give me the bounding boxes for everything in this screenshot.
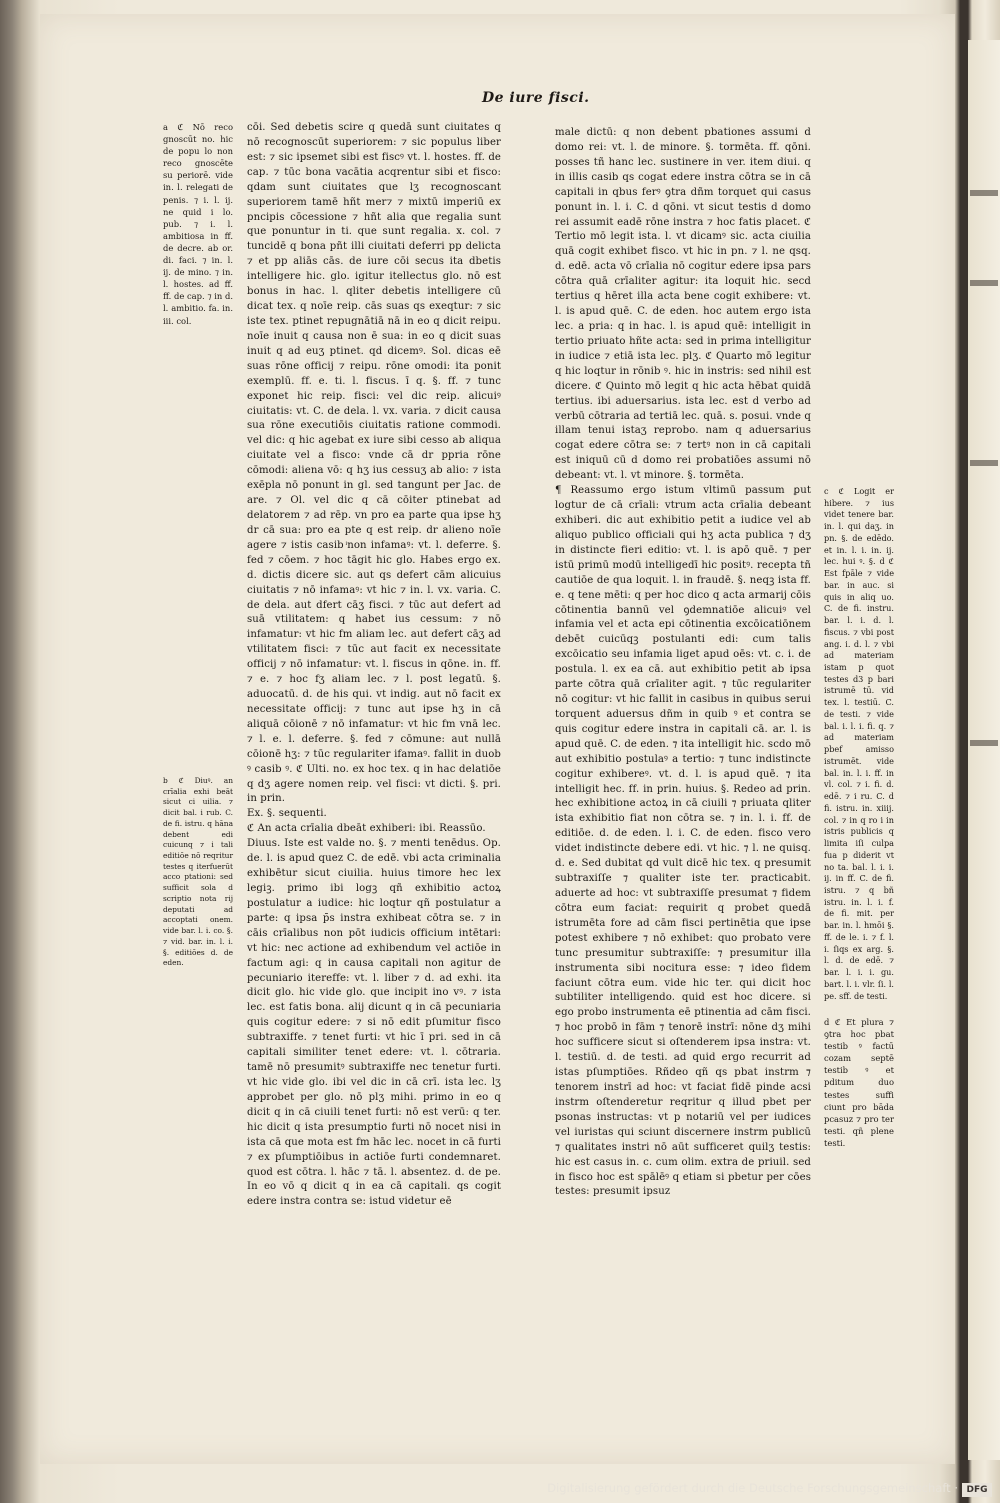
marginal-gloss-c: c ℭ Logit er hibere. ⁊ ius videt tenere bar. in. l. qui daʒ. in pn. §. de edēdo. et in. l. i. in. ij. lec. hui ꝰ. §. d ℭ Est fpāle ⁊ vide bar. in auc. si quis in aliq uo. C. de fi. instru. bar. l. i. d. l. fiscus. ⁊ vbi post ang. i. d. l. ⁊ vbi ad materiam istam p quot testes d3 p bari istrumē tū. vid tex. l. testiū. C. de testi. ⁊ vide bal. i. l. i. fi. q. ⁊ ad materiam pbef amisso istrumēt. vide bal. in. l. i. ff. in vl. col. ⁊ i. fi. d. edē. ⁊ i ru. C. d fi. istru. in. xiiij. col. ⁊ in q ro i in istris publicis q limita iſi culpa fua p diderit vt no ta. bal. l. i. i. ij. in ff. C. de fi. istru. ⁊ q bñ istru. in. l. i. f. de fi. mit. per bar. in. l. hmōi §. ff. de le. i. ⁊ f. l. i. ſiqs ex arg. §. l. d. de edē. ⁊ bar. l. i. i. gu. bart. l. i. vlr. ſi. l. pe. sff. de testi. [824,486,894,1001]
marginal-gloss-b: b ℭ Diuꝰ. an crīalia exhi beāt sicut ci uilia. ⁊ dicit bal. i rub. C. de fi. istru. q hāna debent edi cuicunq ⁊ i tali editiōe nō reqritur testes q iterfuerūt acco ptationi: sed sufficit sola d scriptio nota rij deputati ad accoptati onem. vide bar. l. i. co. §. ⁊ vid. bar. in. l. i. §. editiōes d. de eden. [163,776,233,968]
next-page-text-fragment [970,280,998,286]
running-head: De iure fisci. [482,90,590,106]
funding-credit: Digitalisierung gefördert durch die Deutsche Forschungsgemeinschaft · [547,1481,958,1495]
right-text-column: male dictū: q non debent pbationes assumi d domo rei: vt. l. de minore. §. tormēta. ff. qōni. posses tñ hanc lec. sustinere in ver. item diui. q in illis casib qs cogat edere instra cōtra se in cā capitali in qbus ferꝰ ꝯtra dñm torquet qui casus ponunt in. l. i. C. d qōni. vt sicut testis d domo rei assumit eadē rōne instra ⁊ hoc fatis placet. ℭ Tertio mō legit ista. l. vt dicamꝰ sic. acta ciuilia quā cogit exhibet fisco. vt hic in pn. ⁊ l. ne qsq. d. edē. acta vō crīalia nō cogitur edere ipsa pars cōtra quā crīaliter agitur: ita loquit hic. secd tertius q hēret illa acta bene cogit exhibere: vt. l. is apud quē. C. de eden. hoc autem ergo ista lec. a pria: q in hac. l. is apud quē: intelligit in tertio priuato hñte acta: sed in prima intelligitur in iudice ⁊ etiā ista lec. plʒ. ℭ Quarto mō legitur q hic loqtur in rōnib ꝰ. hic in instris: sed nihil est dicere. ℭ Quinto mō legit q hic acta hēbat quidā tertius. ibi aduersarius. ista lec. est d verbo ad verbū cōtraria ad tertiā lec. quā. s. posui. vnde q illam tenui istaʒ reprobo. nam q aduersarius cogat edere cōtra se: ⁊ tertꝰ non in cā capitali est iniquū cū d domo rei probatiōes assumi nō debeant: vt. l. vt minore. §. tormēta. ¶ Reassumo ergo istum vltimū passum ꝑut logtur de cā crīali: vtrum acta crīalia debeant exhiberi. dic aut exhibitio petit a iudice vel ab aliquo publico officiali qui hʒ acta publica ⁊ dʒ in distincte fieri editio: vt. l. is apō quē. ⁊ per istū primū modū intelligedī hic positꝰ. recepta tñ cautiōe de qua loquit. l. in fraudē. §. neqꝫ ista ff. e. q tene mēti: q per hoc dico q acta armarij cōis cōtinentia bannū vel ꝯdemnatiōe alicuiꝰ vel infamia vel et acta epi cōtinentia excōicatiōnem debēt cuicūqꝫ postulanti edi: cum talis excōicatio seu infamia liget apud oēs: vt. c. i. de postula. l. ex ea cā. aut exhibitio petit ab ipsa parte cōtra quā crīaliter agit. ⁊ tūc regulariter nō cogitur: vt hic fallit in casibus in quibus serui torquent aduersus dñm in quib ꝰ et contra se quis cogitur edere instra in capitali cā. ar. l. is apud quē. C. de eden. ⁊ ita intelligit hic. scdo mō aut exhibitio postulaꝰ a tertio: ⁊ tunc indistincte cogitur exhibereꝰ. vt. d. l. is apud quē. ⁊ ita intelligit hec. ff. in prin. huius. §. Redeo ad prin. hec exhibitione actoꝝ in cā ciuili ⁊ priuata qliter ista exhibitio fiat non cōtra se. ⁊ in. l. i. ff. de editiōe. d. de eden. l. i. C. de eden. fisco vero videt indistincte debere edi. vt hic. ⁊ l. ne quisq. d. e. Sed dubitat qd vult dicē hic tex. q presumit subtraxiſſe ⁊ qualiter iste ter. practicabit. aduerte ad hoc: vt subtraxiſſe presumat ⁊ fidem cōtra eum faciat: requirit q probet quedā istrumēta fore ad cām fisci pertinētia que ipse potest exhibere ⁊ nō exhibet: quo probato vere tunc presumitur subtraxiſſe: ⁊ presumitur illa instrumenta sibi nocitura esse: ⁊ ideo fidem faciunt cōtra eum. vide hic ter. qui dicit hoc subtiliter intelligendo. quid est hoc dicere. si ego probo instrumenta eē ptinentia ad cām fisci. ⁊ hoc probō in fām ⁊ tenorē instrī: nōne dʒ mihi hoc sufficere sicut si oſtenderem ipsa instra: vt. l. testiū. d. de testi. ad quid ergo recurrit ad istas pſumptiōes. Rñdeo qñ qs pbat instrm ⁊ tenorem instrī ad hoc: vt faciat fidē pinde acsi instrm oſtenderetur reqritur q illud pbet per psonas instructas: vt p notariū vel per iudices vel iuristas qui sciunt discernere instrm publicū ⁊ qualitates instri nō aūt sufficeret quilʒ testis: hic est casus in. c. cum olim. extra de priuil. sed in fisco hoc est spālēꝰ q etiam si pbetur per cōes testes: presumit ipsuz [555,127,811,1198]
next-page-edge [968,40,1000,1460]
left-text-column: cōi. Sed debetis scire q quedā sunt ciuitates q nō recognoscūt superiorem: ⁊ sic populus liber est: ⁊ sic ipsemet sibi est fiscꝰ vt. l. hostes. ff. de cap. ⁊ tūc bona vacātia acqrentur sibi et fisco: qdam sunt ciuitates que lʒ recognoscant superiorem tamē hñt mer⁊ ⁊ mixtū imperiū ex pncipis cōcessione ⁊ hñt alia que regalia sunt que ponuntur in ti. que sunt regalia. x. col. ⁊ tuncidē q bona pñt illi ciuitati deferri pp delicta ⁊ et pp aliās cās. de iure cōi secus ita dbetis intelligere hic. glo. igitur itellectus glo. nō est bonus in hac. l. qliter debetis intelligere cū dicat tex. q noīe reip. cās suas qs exeqtur: ⁊ sic iste tex. ptinet repugnātiā nā in eo q dicit reipu. noīe inuit q causa non ē sua: in eo q dicit suas inuit q ad euʒ ptinet. qd dicemꝰ. Sol. dicas eē suas rōne officij ⁊ reipu. rōne omodi: ita ponit exemplū. ff. e. ti. l. fiscus. ī q. §. ff. ⁊ tunc exponet hic reip. fisci: vel dic reip. alicuiꝰ ciuitatis: vt. C. de dela. l. vx. varia. ⁊ dicit causa sua rōne executiōis ciuitatis ratione commodi. vel dic: q hic agebat ex iure sibi cesso ab aliqua ciuitate vel a fisco: vnde cā dr ppria rōne cōmodi: aliena vō: q hʒ ius cessuʒ ab alio: ⁊ ista exēpla nō ponunt in gl. sed tangunt per Jac. de are. ⁊ Ol. vel dic q cā cōiter ptinebat ad delatorem ⁊ ad rēp. vn pro ea parte qua ipse hʒ dr cā sua: pro ea pte q est reip. dr alieno noīe agere ⁊ istis casib ͥnon infamaꝰ: vt. l. deferre. §. fed ⁊ cōem. ⁊ hoc tāgit hic glo. Habes ergo ex. d. dictis dicere sic. aut qs defert cām alicuius ciuitatis ⁊ nō infamaꝰ: vt hic ⁊ in. l. vx. varia. C. de dela. aut dfert cāʒ fisci. ⁊ tūc aut defert ad suā vtilitatem: q habet ius cessum: ⁊ nō infamatur: vt hic fm aliam lec. aut defert cāʒ ad vtilitatem fisci: ⁊ tūc aut facit ex necessitate officij ⁊ nō infamatur: vt. l. fiscus in qōne. in. ff. ⁊ e. ⁊ hoc fʒ aliam lec. ⁊ l. post legatū. §. aduocatū. d. de his qui. vt indig. aut nō facit ex necessitate officij: ⁊ tunc aut ipse hʒ in cā aliquā cōionē ⁊ nō infamatur: vt hic fm vnā lec. ⁊ l. e. l. deferre. §. fed ⁊ cōmune: aut nullā cōionē hʒ: ⁊ tūc regulariter ifamaꝰ. fallit in duob ꝰ casib ꝰ. ℭ Ulti. no. ex hoc tex. q in hac delatiōe q dʒ agere nomen reip. vel fisci: vt dicti. §. pri. in prin. Ex. §. sequenti. ℭ An acta crīalia dbeāt exhiberi: ibi. Reassūo. Diuus. Iste est valde no. §. ⁊ menti tenēdus. Op. de. l. is apud quez C. de edē. vbi acta criminalia exhibētur sicut ciuilia. huius timore hec lex legiꝫ. primo ibi logꝫ qñ exhibitio actoꝝ postulatur a iudice: hic loqtur qñ postulatur a parte: q ipsa p̄s instra exhibeat cōtra se. ⁊ in cāis crīalibus non pōt iudicis officium intētari: vt hic: nec actione ad exhibendum vel actiōe in factum agi: q in causa capitali non agitur de pecuniario itereffe: vt. l. liber ⁊ d. ad exhi. ita dicit glo. hic vide glo. que incipit ino vꝰ. ⁊ ista lec. est fatis bona. alij dicunt q in cā pecuniaria quis cogitur edere: ⁊ si nō edit pſumitur fisco subtraxiffe. ⁊ tenet furti: vt hic ī pri. sed in cā capitali similiter tenet edere: vt. l. cōtraria. tamē nō presumitꝰ subtraxiffe nec tenetur furti. vt hic vide glo. ibi vel dic in cā crī. ista lec. lʒ approbet per glo. nō plʒ mihi. primo in eo q dicit q in cā ciuili tenet furti: nō est verū: q ter. hic dicit q ista presumptio furti nō nocet nisi in ista cā que mota est fm hāc lec. nocet in cā furti ⁊ ex pſumptiōibus in actiōe furti condemnaret. quod est cōtra. l. hāc ⁊ tā. l. absentez. d. de pe. In eo vō q dicit q in ea cā capitali. qs cogit edere instra contra se: istud videtur eē [247,122,501,1208]
marginal-gloss-d: d ℭ Et plura ⁊ ꝯtra hoc pbat testib ꝰ factū cozam septē testib ꝰ et pditum duo testes suffi ciunt pro bāda pcasuz ⁊ pro ter testi. qñ plene testi. [824,1017,894,1148]
marginal-gloss-a: a ℭ Nō reco gnoscūt no. hic de popu lo non reco gnoscēte su periorē. vide in. l. relegati de penis. ⁊ i. l. ij. ne quid i lo. pub. ⁊ i. l. ambitiosa in ff. de decre. ab or. di. faci. ⁊ in. l. ij. de mino. ⁊ in. l. hostes. ad ff. ff. de cap. ⁊ in d. l. ambitio. fa. in. iii. col. [163,122,233,326]
dfg-logo: DFG [962,1483,992,1497]
next-page-text-fragment [970,460,998,466]
next-page-text-fragment [970,190,998,196]
next-page-text-fragment [970,740,998,746]
